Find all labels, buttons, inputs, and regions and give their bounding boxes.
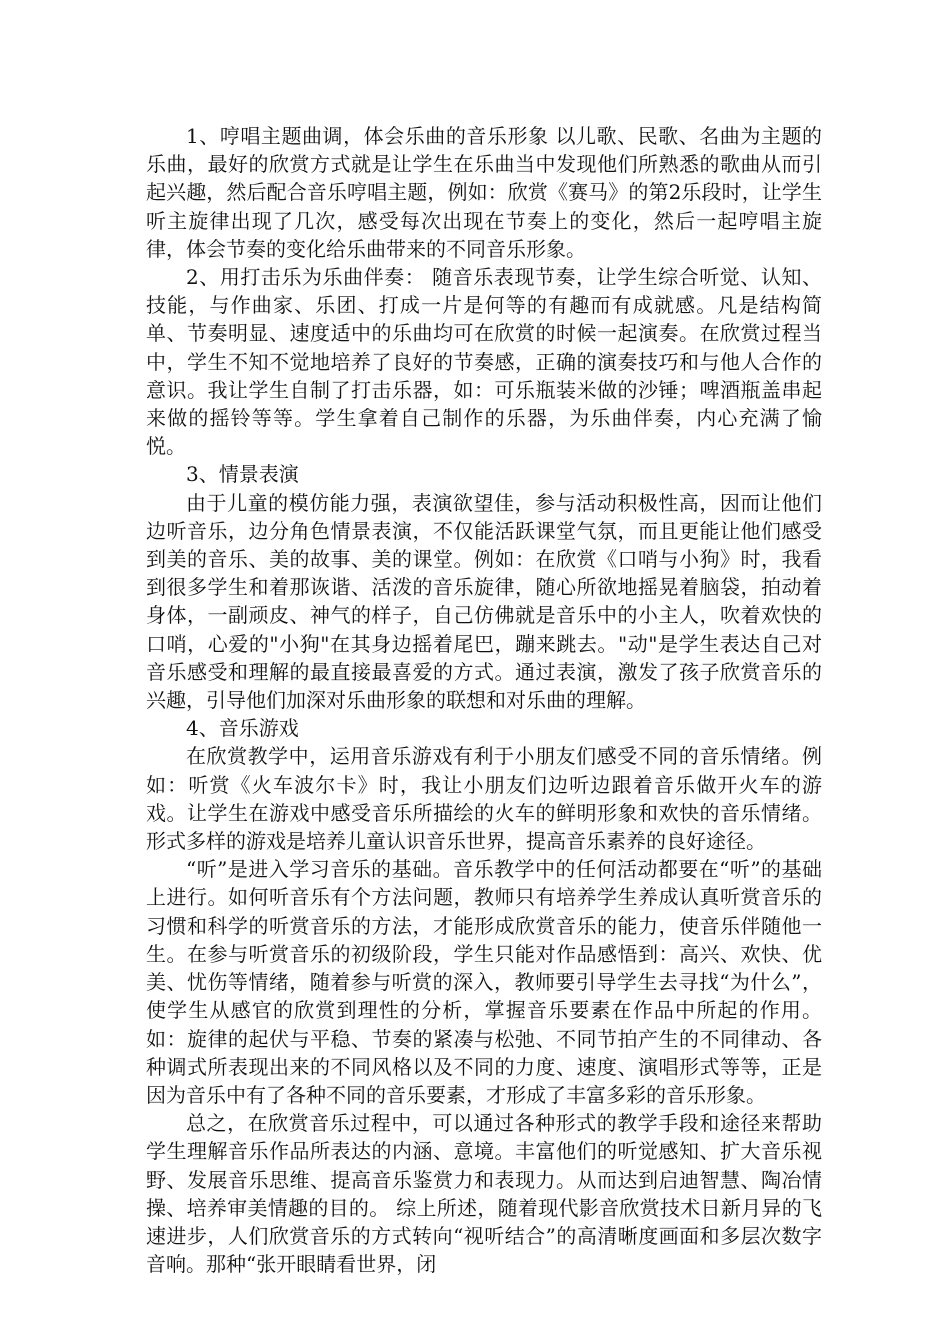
paragraph-scene-performance: 由于儿童的模仿能力强，表演欲望佳，参与活动积极性高，因而让他们边听音乐，边分角色情景表演，不仅能活跃课堂气氛，而且更能让他们感受到美的音乐、美的故事、美的课堂。例如：在欣赏《口哨与小狗》时，我看到很多学生和着那诙谐、活泼的音乐旋律，随心所欲地摇晃着脑袋，拍动着身体，一副顽皮、神气的样子，自己仿佛就是音乐中的小主人，吹着欢快的口哨，心爱的"小狗"在其身边摇着尾巴，蹦来跳去。"动"是学生表达自己对音乐感受和理解的最直接最喜爱的方式。通过表演，激发了孩子欣赏音乐的兴趣，引导他们加深对乐曲形象的联想和对乐曲的理解。 xyxy=(146,490,822,713)
heading-scene-performance: 3、情景表演 xyxy=(186,462,299,487)
document-body xyxy=(146,122,822,1278)
heading-music-games: 4、音乐游戏 xyxy=(186,716,299,741)
paragraph-music-games: 在欣赏教学中，运用音乐游戏有利于小朋友们感受不同的音乐情绪。例如：听赏《火车波尔卡》时，我让小朋友们边听边跟着音乐做开火车的游戏。让学生在游戏中感受音乐所描绘的火车的鲜明形象和欢快的音乐情绪。形式多样的游戏是培养儿童认识音乐世界，提高音乐素养的良好途径。 xyxy=(146,744,822,854)
paragraph-humming-theme: 1、哼唱主题曲调，体会乐曲的音乐形象 以儿歌、民歌、名曲为主题的乐曲，最好的欣赏方式就是让学生在乐曲当中发现他们所熟悉的歌曲从而引起兴趣，然后配合音乐哼唱主题，例如：欣赏《赛马》的第2乐段时，让学生听主旋律出现了几次，感受每次出现在节奏上的变化，然后一起哼唱主旋律，体会节奏的变化给乐曲带来的不同音乐形象。 xyxy=(146,124,822,261)
paragraph-listening-basis: “听”是进入学习音乐的基础。音乐教学中的任何活动都要在“听”的基础上进行。如何听音乐有个方法问题，教师只有培养学生养成认真听赏音乐的习惯和科学的听赏音乐的方法，才能形成欣赏音乐的能力，使音乐伴随他一生。在参与听赏音乐的初级阶段，学生只能对作品感悟到：高兴、欢快、优美、忧伤等情绪，随着参与听赏的深入，教师要引导学生去寻找“为什么”，使学生从感官的欣赏到理性的分析，掌握音乐要素在作品中所起的作用。如：旋律的起伏与平稳、节奏的紧凑与松弛、不同节拍产生的不同律动、各种调式所表现出来的不同风格以及不同的力度、速度、演唱形式等等，正是因为音乐中有了各种不同的音乐要素，才形成了丰富多彩的音乐形象。 xyxy=(146,857,822,1107)
paragraph-percussion-accompaniment: 2、用打击乐为乐曲伴奏： 随音乐表现节奏，让学生综合听觉、认知、技能，与作曲家、乐团、打成一片是何等的有趣而有成就感。凡是结构简单、节奏明显、速度适中的乐曲均可在欣赏的时候一起演奏。在欣赏过程当中，学生不知不觉地培养了良好的节奏感，正确的演奏技巧和与他人合作的意识。我让学生自制了打击乐器，如：可乐瓶装米做的沙锤；啤酒瓶盖串起来做的摇铃等等。学生拿着自己制作的乐器，为乐曲伴奏，内心充满了愉悦。 xyxy=(146,265,822,459)
paragraph-conclusion: 总之，在欣赏音乐过程中，可以通过各种形式的教学手段和途径来帮助学生理解音乐作品所表达的内涵、意境。丰富他们的听觉感知、扩大音乐视野、发展音乐思维、提高音乐鉴赏力和表现力。从而达到启迪智慧、陶冶情操、培养审美情趣的目的。 综上所述，随着现代影音欣赏技术日新月异的飞速进步，人们欣赏音乐的方式转向“视听结合”的高清晰度画面和多层次数字音响。那种“张开眼睛看世界，闭 xyxy=(146,1111,822,1277)
